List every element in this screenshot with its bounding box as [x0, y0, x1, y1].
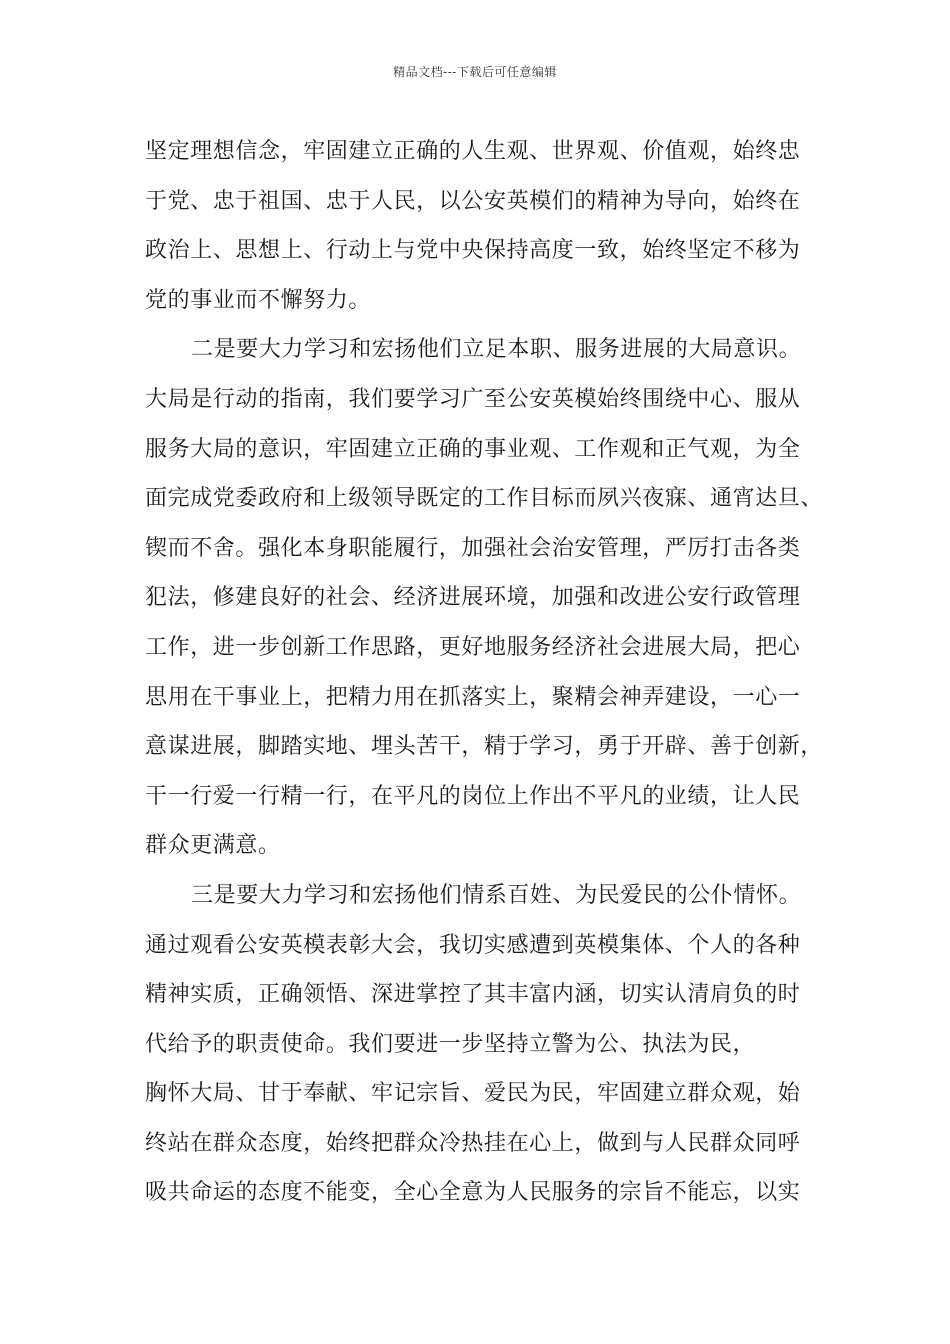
text-line: 于党、忠于祖国、忠于人民，以公安英模们的精神为导向，始终在 [145, 188, 801, 214]
text-line: 思用在干事业上，把精力用在抓落实上，聚精会神弄建设，一心一 [145, 684, 801, 710]
text-line: 干一行爱一行精一行，在平凡的岗位上作出不平凡的业绩，让人民 [145, 783, 801, 809]
text-line: 代给予的职责使命。我们要进一步坚持立警为公、执法为民， [145, 1031, 756, 1057]
text-line: 胸怀大局、甘于奉献、牢记宗旨、爱民为民，牢固建立群众观，始 [145, 1081, 801, 1107]
text-line: 意谋进展，脚踏实地、埋头苦干，精于学习，勇于开辟、善于创新， [145, 734, 824, 760]
text-line: 坚定理想信念，牢固建立正确的人生观、世界观、价值观，始终忠 [145, 139, 801, 164]
text-line: 通过观看公安英模表彰大会，我切实感遭到英模集体、个人的各种 [145, 932, 801, 958]
text-line: 犯法，修建良好的社会、经济进展环境，加强和改进公安行政管理 [145, 585, 801, 611]
text-line: 大局是行动的指南，我们要学习广至公安英模始终围绕中心、服从 [145, 386, 801, 412]
text-line: 党的事业而不懈努力。 [145, 287, 372, 313]
paragraph-start-line: 三是要大力学习和宏扬他们情系百姓、为民爱民的公仆情怀。 [191, 882, 802, 908]
text-line: 服务大局的意识，牢固建立正确的事业观、工作观和正气观，为全 [145, 436, 801, 462]
text-line: 面完成党委政府和上级领导既定的工作目标而夙兴夜寐、通宵达旦、 [145, 486, 824, 512]
text-line: 政治上、思想上、行动上与党中央保持高度一致，始终坚定不移为 [145, 238, 801, 264]
paragraph-start-line: 二是要大力学习和宏扬他们立足本职、服务进展的大局意识。 [191, 337, 802, 363]
page-header: 精品文档---下载后可任意编辑 [393, 65, 557, 79]
text-line: 终站在群众态度，始终把群众冷热挂在心上，做到与人民群众同呼 [145, 1130, 801, 1156]
text-line: 吸共命运的态度不能变，全心全意为人民服务的宗旨不能忘，以实 [145, 1180, 801, 1206]
text-line: 锲而不舍。强化本身职能履行，加强社会治安管理，严厉打击各类 [145, 535, 801, 561]
text-line: 群众更满意。 [145, 833, 281, 859]
text-line: 工作，进一步创新工作思路，更好地服务经济社会进展大局，把心 [145, 634, 801, 660]
text-line: 精神实质，正确领悟、深进掌控了其丰富内涵，切实认清肩负的时 [145, 982, 801, 1008]
document-body [145, 127, 835, 1218]
